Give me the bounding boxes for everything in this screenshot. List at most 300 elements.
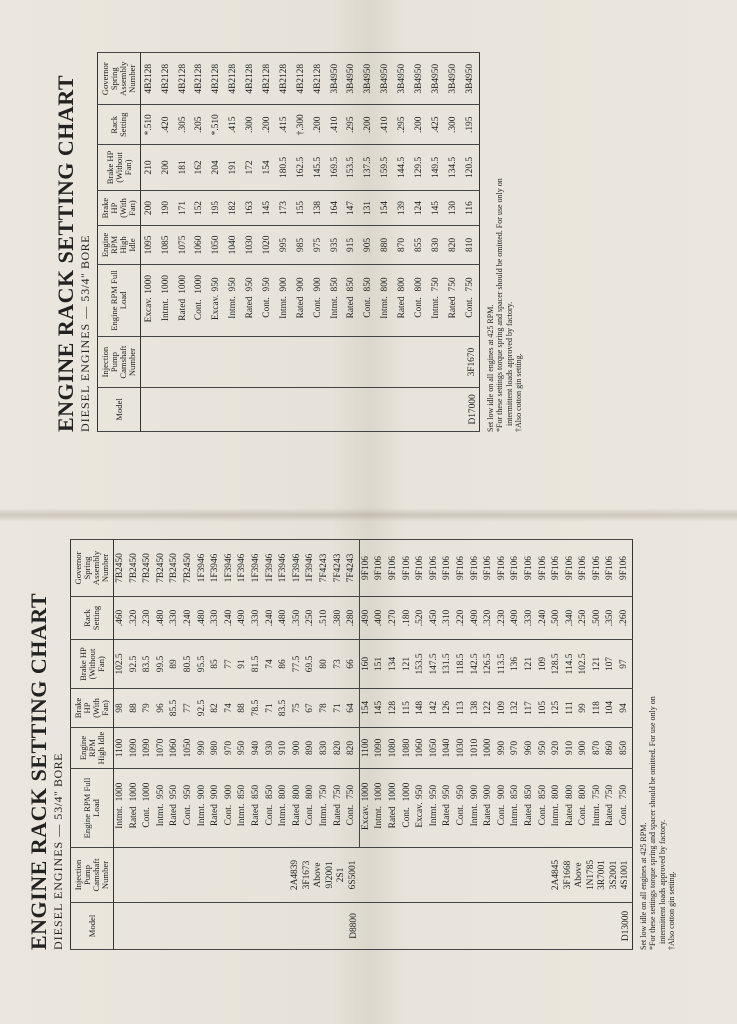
cell-hp-with-fan: 82 [209, 689, 223, 728]
load-condition: Cont. [578, 804, 589, 826]
cell-rack-setting: *.510 [141, 105, 158, 145]
load-condition: Rated [128, 806, 139, 829]
cell-high-idle: 1020 [259, 226, 276, 264]
pump-number: 2A4839 [290, 859, 301, 891]
cell-rack-setting: .240 [536, 597, 550, 640]
cell-hp-with-fan: 138 [468, 689, 482, 728]
cell-rack-setting: .500 [550, 597, 564, 640]
cell-hp-with-fan: 94 [618, 689, 632, 728]
cell-hp-with-fan: 98 [114, 689, 128, 728]
chart-title: ENGINE RACK SETTING CHART [53, 74, 78, 432]
cell-governor-spring: 1F3946 [250, 540, 264, 597]
cell-high-idle: 1095 [141, 226, 158, 264]
rpm-value: 950 [261, 277, 272, 292]
note-low-idle: Set low idle on all engines at 425 RPM. [485, 304, 495, 432]
cell-high-idle: 1090 [373, 728, 387, 769]
load-condition: Cont. [619, 804, 630, 826]
cell-rack-setting: .200 [259, 105, 276, 145]
left-chart-page [28, 530, 678, 950]
cell-rpm-full-load [264, 769, 278, 848]
pump-number: 4S1001 [620, 860, 631, 890]
cell-rack-setting: .195 [462, 105, 479, 145]
rpm-value: 900 [312, 277, 323, 292]
cell-rack-setting: .300 [242, 105, 259, 145]
cell-rack-setting: .260 [618, 597, 632, 640]
cell-hp-without-fan: 142.5 [468, 640, 482, 689]
cell-governor-spring: 3B4950 [445, 53, 462, 106]
load-condition: Intmt. [591, 803, 602, 827]
cell-rack-setting: .305 [175, 105, 192, 145]
cell-hp-with-fan: 79 [141, 689, 155, 728]
rpm-value: 950 [228, 277, 239, 292]
cell-high-idle: 1085 [158, 226, 175, 264]
cell-hp-with-fan: 142 [428, 689, 442, 728]
cell-rack-setting: .490 [236, 597, 250, 640]
cell-rpm-full-load [276, 264, 293, 337]
rpm-value: 900 [483, 784, 494, 800]
load-condition: Cont. [264, 804, 275, 826]
cell-hp-with-fan: 96 [155, 689, 169, 728]
cell-high-idle: 960 [523, 728, 537, 769]
cell-rpm-full-load [155, 769, 169, 848]
cell-rpm-full-load [242, 264, 259, 337]
rpm-value: 750 [591, 784, 602, 800]
load-condition: Rated [332, 804, 343, 826]
cell-hp-without-fan: 81.5 [250, 640, 264, 689]
cell-rpm-full-load [523, 769, 537, 848]
cell-high-idle: 975 [310, 226, 327, 264]
rpm-value: 950 [245, 277, 256, 292]
pump-number: Above [574, 862, 585, 888]
cell-rpm-full-load [577, 769, 591, 848]
cell-rack-setting: .410 [327, 105, 344, 145]
cell-rpm-full-load [128, 769, 142, 848]
rpm-value: 950 [442, 784, 453, 800]
pump-number-cell [114, 848, 360, 903]
cell-rpm-full-load [414, 769, 428, 848]
cell-rack-setting: .480 [277, 597, 291, 640]
cell-high-idle: 950 [236, 728, 250, 769]
cell-hp-without-fan: 149.5 [428, 145, 445, 191]
cell-rack-setting: .200 [411, 105, 428, 145]
cell-hp-without-fan: 128.5 [550, 640, 564, 689]
load-condition: Rated [251, 804, 262, 826]
rpm-value: 800 [564, 784, 575, 800]
cell-hp-without-fan: 121 [591, 640, 605, 689]
cell-high-idle: 1075 [175, 226, 192, 264]
cell-high-idle: 1090 [128, 728, 142, 769]
load-condition: Intmt. [237, 803, 248, 827]
cell-hp-without-fan: 134.5 [445, 145, 462, 191]
cell-hp-without-fan: 97 [618, 640, 632, 689]
cell-governor-spring: 1F3946 [196, 540, 210, 597]
table-body [114, 540, 633, 950]
cell-rpm-full-load [192, 264, 209, 337]
cell-hp-with-fan: 130 [445, 190, 462, 226]
load-condition: Cont. [363, 297, 374, 318]
cell-governor-spring: 1F3946 [277, 540, 291, 597]
cell-high-idle: 970 [223, 728, 237, 769]
cell-high-idle: 820 [332, 728, 346, 769]
cell-governor-spring: 9F106 [536, 540, 550, 597]
cell-high-idle: 830 [318, 728, 332, 769]
load-condition: Rated [564, 804, 575, 826]
chart-subtitle [52, 530, 64, 950]
cell-rpm-full-load [168, 769, 182, 848]
load-condition: Intmt. [430, 296, 441, 319]
cell-hp-with-fan: 67 [304, 689, 318, 728]
cell-rpm-full-load [304, 769, 318, 848]
cell-rack-setting: .230 [496, 597, 510, 640]
load-condition: Cont. [312, 297, 323, 318]
cell-hp-without-fan: 136 [509, 640, 523, 689]
cell-rack-setting: .300 [445, 105, 462, 145]
cell-hp-with-fan: 128 [387, 689, 401, 728]
cell-hp-without-fan: 154 [259, 145, 276, 191]
rpm-value: 1000 [194, 275, 205, 294]
cell-hp-with-fan: 182 [225, 190, 242, 226]
cell-high-idle: 1060 [192, 226, 209, 264]
table-body [141, 53, 480, 432]
cell-high-idle: 1100 [114, 728, 128, 769]
cell-hp-without-fan: 91 [236, 640, 250, 689]
rpm-value: 800 [413, 277, 424, 292]
cell-hp-without-fan: 118.5 [455, 640, 469, 689]
pump-number: 2A4845 [551, 859, 562, 891]
rpm-value: 750 [319, 784, 329, 800]
cell-hp-with-fan: 173 [276, 190, 293, 226]
cell-rpm-full-load [182, 769, 196, 848]
rpm-value: 800 [380, 277, 391, 292]
cell-hp-with-fan: 147 [344, 190, 361, 226]
cell-high-idle: 900 [577, 728, 591, 769]
cell-hp-with-fan: 77 [182, 689, 196, 728]
cell-governor-spring: 3B4950 [377, 53, 394, 106]
load-condition: Cont. [496, 804, 507, 826]
load-condition: Rated [483, 804, 494, 826]
rpm-value: 950 [415, 784, 426, 800]
cell-rack-setting: .520 [414, 597, 428, 640]
cell-hp-with-fan: 78 [318, 689, 332, 728]
cell-high-idle: 1090 [141, 728, 155, 769]
cell-rpm-full-load [141, 264, 158, 337]
cell-rack-setting: .380 [332, 597, 346, 640]
cell-hp-with-fan: 71 [332, 689, 346, 728]
cell-hp-without-fan: 109 [536, 640, 550, 689]
subtitle-bore: 3/4" BORE [78, 235, 92, 295]
cell-governor-spring: 9F106 [604, 540, 618, 597]
cell-hp-with-fan: 131 [361, 190, 378, 226]
cell-rack-setting: .240 [264, 597, 278, 640]
cell-governor-spring: 3B4950 [361, 53, 378, 106]
cell-rpm-full-load [344, 264, 361, 337]
note-cotton-gin: †Also cotton gin setting. [667, 871, 677, 950]
cell-hp-without-fan: 172 [242, 145, 259, 191]
rpm-value: 950 [455, 784, 466, 800]
rpm-value: 850 [237, 784, 248, 800]
rpm-value: 1000 [177, 275, 188, 294]
cell-hp-without-fan: 114.5 [564, 640, 578, 689]
cell-governor-spring: 9F106 [591, 540, 605, 597]
cell-rack-setting: .205 [192, 105, 209, 145]
load-condition: Excav. [143, 297, 154, 323]
rpm-value: 750 [332, 784, 343, 800]
cell-hp-without-fan: 86 [277, 640, 291, 689]
cell-rack-setting: .200 [361, 105, 378, 145]
cell-high-idle: 890 [304, 728, 318, 769]
chart-title: ENGINE RACK SETTING CHART [26, 592, 51, 950]
cell-rpm-full-load [209, 769, 223, 848]
cell-hp-with-fan: 125 [550, 689, 564, 728]
cell-governor-spring: 7B2450 [168, 540, 182, 597]
cell-high-idle: 1050 [428, 728, 442, 769]
cell-high-idle: 1030 [455, 728, 469, 769]
cell-hp-without-fan: 80.5 [182, 640, 196, 689]
rpm-value: 750 [619, 784, 630, 800]
cell-hp-with-fan: 132 [509, 689, 523, 728]
cell-rpm-full-load [604, 769, 618, 848]
subtitle-prefix: DIESEL ENGINES — 5 [78, 294, 92, 432]
subtitle-bore: 3/4" BORE [51, 753, 65, 813]
header-governor-spring: Governor Spring Assembly Number [98, 53, 141, 106]
header-pump: Injection Pump Camshaft Number [98, 337, 141, 388]
load-condition: Excav. [211, 294, 222, 321]
cell-rack-setting: .320 [128, 597, 142, 640]
cell-governor-spring: 9F106 [523, 540, 537, 597]
cell-governor-spring: 4B2128 [242, 53, 259, 106]
cell-rack-setting: .340 [564, 597, 578, 640]
cell-hp-without-fan: 162 [192, 145, 209, 191]
cell-hp-without-fan: 180.5 [276, 145, 293, 191]
cell-rack-setting: .320 [482, 597, 496, 640]
table-row [141, 53, 158, 432]
load-condition: Intmt. [319, 803, 329, 827]
cell-governor-spring: 1F3946 [304, 540, 318, 597]
header-high-idle: Engine RPM High Idle [71, 728, 114, 769]
cell-hp-with-fan: 104 [604, 689, 618, 728]
cell-governor-spring: 3B4950 [462, 53, 479, 106]
cell-high-idle: 870 [394, 226, 411, 264]
pump-number: 2S1 [336, 867, 347, 883]
cell-governor-spring: 9F106 [468, 540, 482, 597]
rpm-value: 950 [428, 784, 439, 800]
cell-hp-without-fan: 95.5 [196, 640, 210, 689]
cell-hp-without-fan: 159.5 [377, 145, 394, 191]
cell-rpm-full-load [225, 264, 242, 337]
right-chart-page [55, 52, 525, 432]
cell-rpm-full-load [455, 769, 469, 848]
cell-hp-without-fan: 129.5 [411, 145, 428, 191]
cell-high-idle: 990 [496, 728, 510, 769]
cell-hp-with-fan: 126 [441, 689, 455, 728]
cell-high-idle: 915 [344, 226, 361, 264]
note-intermittent: intermittent loads approved by factory. [504, 301, 514, 426]
cell-governor-spring: 7B2450 [155, 540, 169, 597]
pump-number: Above [313, 862, 324, 888]
cell-governor-spring: 1F3946 [209, 540, 223, 597]
cell-hp-with-fan: 124 [411, 190, 428, 226]
cell-governor-spring: 4B2128 [192, 53, 209, 106]
cell-hp-without-fan: 73 [332, 640, 346, 689]
cell-rack-setting: .420 [158, 105, 175, 145]
cell-hp-with-fan: 83.5 [277, 689, 291, 728]
cell-rack-setting: .220 [455, 597, 469, 640]
cell-governor-spring: 9F106 [400, 540, 414, 597]
cell-hp-with-fan: 92.5 [196, 689, 210, 728]
cell-hp-without-fan: 77.5 [291, 640, 305, 689]
rpm-value: 900 [469, 784, 480, 800]
subtitle-prefix: DIESEL ENGINES — 5 [51, 812, 65, 950]
load-condition: Cont. [455, 804, 466, 826]
cell-rpm-full-load [359, 769, 373, 848]
pump-number: 1N1785 [585, 859, 596, 891]
cell-high-idle: 1010 [468, 728, 482, 769]
cell-governor-spring: 9F106 [387, 540, 401, 597]
cell-rpm-full-load [509, 769, 523, 848]
cell-rack-setting: .400 [373, 597, 387, 640]
cell-rack-setting: .270 [387, 597, 401, 640]
load-condition: Rated [442, 804, 453, 826]
rpm-value: 750 [447, 277, 458, 292]
cell-hp-with-fan: 105 [536, 689, 550, 728]
header-hp-without-fan: Brake HP (Without Fan) [71, 640, 114, 689]
cell-hp-without-fan: 210 [141, 145, 158, 191]
cell-hp-without-fan: 121 [400, 640, 414, 689]
rpm-value: 800 [278, 784, 289, 800]
cell-hp-without-fan: 181 [175, 145, 192, 191]
note-intermittent: intermittent loads approved by factory. [657, 819, 667, 944]
rpm-value: 850 [510, 784, 521, 800]
rack-setting-table [70, 539, 633, 950]
load-condition: Cont. [401, 807, 412, 828]
rpm-value: 950 [155, 784, 166, 800]
pump-number: 6S5001 [347, 860, 358, 890]
cell-hp-with-fan: 111 [564, 689, 578, 728]
header-rack-setting: Rack Setting [71, 597, 114, 640]
cell-hp-with-fan: 109 [496, 689, 510, 728]
cell-rack-setting: †.300 [293, 105, 310, 145]
rpm-value: 850 [264, 784, 275, 800]
model-cell: D13000 [359, 903, 632, 950]
cell-high-idle: 990 [196, 728, 210, 769]
chart-subtitle [79, 52, 91, 432]
rpm-value: 850 [251, 784, 262, 800]
cell-governor-spring: 9F106 [509, 540, 523, 597]
rpm-value: 950 [169, 784, 180, 800]
cell-rpm-full-load [482, 769, 496, 848]
cell-rack-setting: .330 [523, 597, 537, 640]
cell-rack-setting: .415 [225, 105, 242, 145]
load-condition: Rated [177, 298, 188, 321]
cell-governor-spring: 4B2128 [293, 53, 310, 106]
cell-governor-spring: 7F4243 [332, 540, 346, 597]
cell-governor-spring: 4B2128 [158, 53, 175, 106]
cell-rpm-full-load [411, 264, 428, 337]
rpm-value: 850 [363, 277, 374, 292]
cell-high-idle: 1040 [225, 226, 242, 264]
cell-rack-setting: .480 [196, 597, 210, 640]
load-condition: Intmt. [228, 296, 239, 319]
cell-hp-without-fan: 85 [209, 640, 223, 689]
rpm-value: 850 [523, 784, 534, 800]
cell-hp-with-fan: 200 [141, 190, 158, 226]
header-governor-spring: Governor Spring Assembly Number [71, 540, 114, 597]
cell-governor-spring: 9F106 [550, 540, 564, 597]
cell-rack-setting: .450 [428, 597, 442, 640]
load-condition: Rated [397, 296, 408, 319]
cell-high-idle: 900 [291, 728, 305, 769]
rpm-value: 1000 [142, 782, 153, 802]
rpm-value: 1000 [128, 782, 139, 802]
load-condition: Intmt. [380, 296, 391, 319]
cell-hp-with-fan: 88 [236, 689, 250, 728]
cell-governor-spring: 4B2128 [276, 53, 293, 106]
cell-rpm-full-load [618, 769, 632, 848]
load-condition: Intmt. [374, 806, 385, 829]
cell-hp-without-fan: 66 [345, 640, 359, 689]
header-rpm-full-load: Engine RPM Full Load [98, 264, 141, 337]
cell-governor-spring: 3B4950 [344, 53, 361, 106]
rpm-value: 900 [210, 784, 221, 800]
cell-rpm-full-load [361, 264, 378, 337]
rpm-value: 1000 [401, 782, 412, 802]
rpm-value: 900 [196, 784, 207, 800]
rpm-value: 1000 [374, 782, 385, 802]
cell-governor-spring: 3B4950 [411, 53, 428, 106]
load-condition: Rated [605, 804, 616, 826]
header-hp-with-fan: Brake HP (With Fan) [98, 190, 141, 226]
rpm-value: 1000 [360, 782, 371, 802]
cell-hp-without-fan: 69.5 [304, 640, 318, 689]
cell-hp-with-fan: 71 [264, 689, 278, 728]
cell-hp-with-fan: 113 [455, 689, 469, 728]
cell-hp-with-fan: 154 [377, 190, 394, 226]
load-condition: Cont. [537, 804, 548, 826]
cell-rack-setting: .350 [604, 597, 618, 640]
rpm-value: 750 [605, 784, 616, 800]
cell-hp-with-fan: 118 [591, 689, 605, 728]
cell-hp-without-fan: 153.5 [344, 145, 361, 191]
cell-high-idle: 820 [445, 226, 462, 264]
cell-high-idle: 995 [276, 226, 293, 264]
cell-hp-with-fan: 171 [175, 190, 192, 226]
cell-hp-with-fan: 75 [291, 689, 305, 728]
rpm-value: 950 [183, 784, 194, 800]
cell-governor-spring: 4B2128 [259, 53, 276, 106]
cell-governor-spring: 7B2450 [182, 540, 196, 597]
cell-hp-without-fan: 145.5 [310, 145, 327, 191]
cell-rack-setting: .410 [377, 105, 394, 145]
cell-high-idle: 1060 [414, 728, 428, 769]
load-condition: Rated [169, 804, 180, 826]
rpm-value: 800 [291, 784, 302, 800]
load-condition: Cont. [194, 299, 205, 321]
cell-rack-setting: .250 [577, 597, 591, 640]
cell-rpm-full-load [114, 769, 128, 848]
cell-high-idle: 985 [293, 226, 310, 264]
rpm-value: 800 [578, 784, 589, 800]
cell-rpm-full-load [428, 264, 445, 337]
cell-high-idle: 920 [550, 728, 564, 769]
cell-high-idle: 1000 [482, 728, 496, 769]
cell-high-idle: 1040 [441, 728, 455, 769]
cell-rack-setting: .490 [468, 597, 482, 640]
rpm-value: 800 [397, 277, 408, 292]
cell-governor-spring: 7B2450 [128, 540, 142, 597]
load-condition: Intmt. [428, 803, 439, 827]
table-row [359, 540, 373, 950]
cell-hp-with-fan: 88 [128, 689, 142, 728]
